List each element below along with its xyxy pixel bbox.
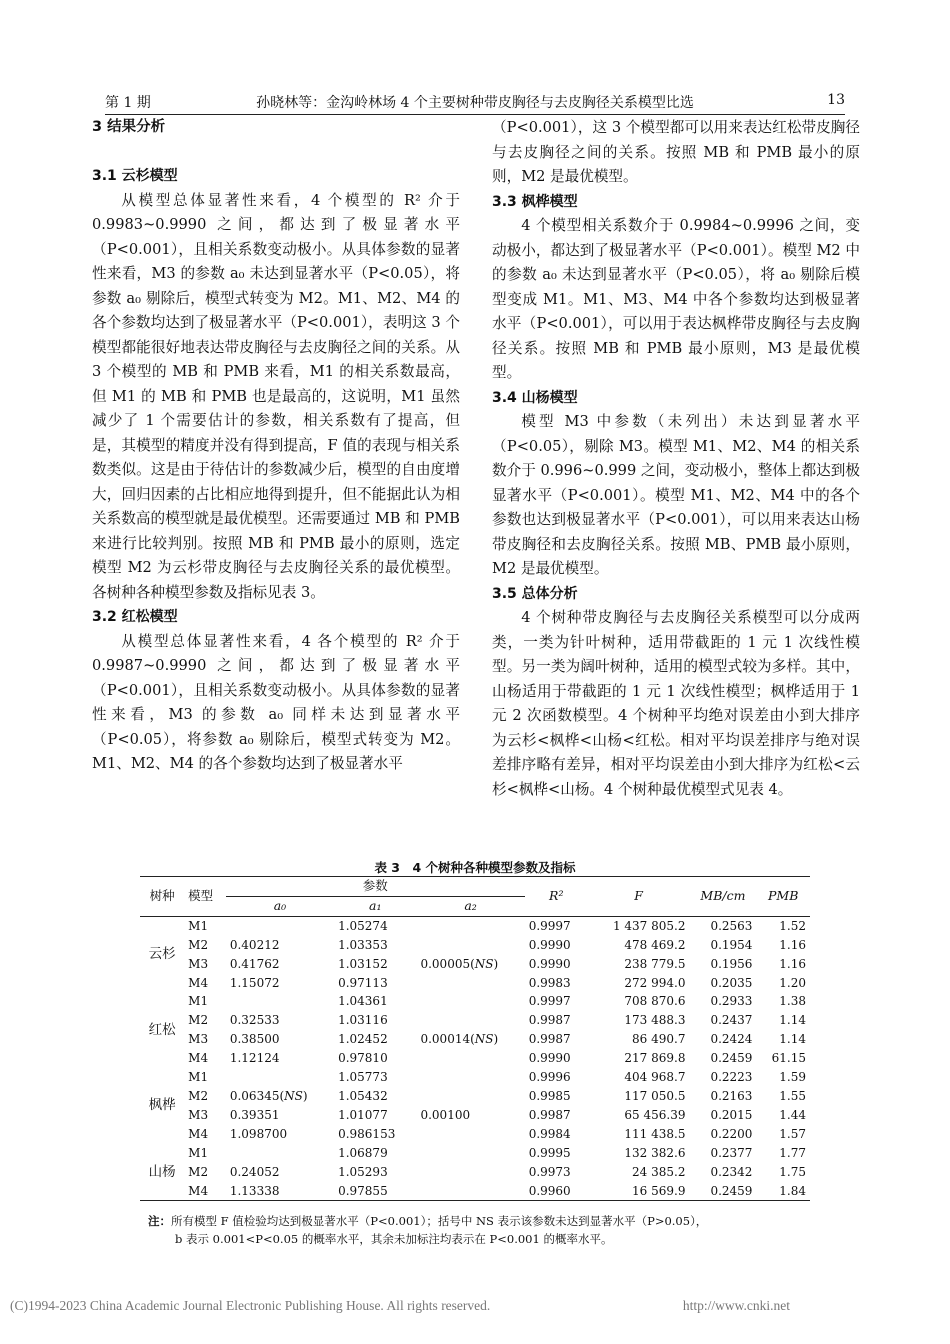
header-model: 模型 (188, 887, 214, 903)
a1-cell: 1.03353 (338, 937, 388, 952)
a2-cell (416, 1011, 524, 1030)
f-cell: 272 994.0 (624, 975, 686, 990)
model-cell: M1 (188, 1070, 209, 1085)
pmb-cell: 1.75 (779, 1164, 806, 1179)
a2-cell: 0.00005(NS) (420, 956, 499, 971)
table-row (140, 1106, 810, 1125)
header-pmb: PMB (768, 887, 799, 903)
a2-cell (416, 1068, 524, 1087)
section-heading-results: 3 结果分析 (92, 119, 166, 135)
page-number: 13 (827, 92, 845, 108)
pmb-cell: 1.38 (779, 994, 806, 1009)
table-row (140, 1163, 810, 1182)
r2-cell: 0.9987 (528, 1013, 571, 1028)
copyright-footer (10, 1298, 940, 1314)
model-cell: M4 (188, 975, 209, 990)
a2-cell (416, 992, 524, 1011)
f-cell: 65 456.39 (624, 1107, 686, 1122)
pmb-cell: 1.14 (779, 1013, 806, 1028)
f-cell: 217 869.8 (624, 1051, 686, 1066)
a0-cell: 0.06345(NS) (229, 1088, 308, 1103)
copyright-text: (C)1994-2023 China Academic Journal Electronic Publishing House. All rights reserved. (10, 1298, 491, 1313)
mb-cell: 0.2437 (710, 1013, 753, 1028)
pmb-cell: 1.20 (779, 975, 806, 990)
f-cell: 1 437 805.2 (612, 918, 686, 933)
header-a2: a₂ (464, 897, 477, 913)
a0-cell: 0.32533 (229, 1013, 280, 1028)
a2-cell (416, 1182, 524, 1201)
r2-cell: 0.9984 (528, 1126, 571, 1141)
pmb-cell: 1.14 (779, 1032, 806, 1047)
a2-cell (416, 1144, 524, 1163)
table-row (140, 916, 810, 935)
mb-cell: 0.2459 (710, 1183, 753, 1198)
r2-cell: 0.9985 (528, 1088, 571, 1103)
a1-cell: 0.986153 (338, 1126, 396, 1141)
a0-cell: 0.41762 (229, 956, 280, 971)
table-row (140, 955, 810, 974)
a1-cell: 1.03116 (338, 1013, 388, 1028)
a0-cell (226, 916, 334, 935)
a1-cell: 1.02452 (338, 1032, 388, 1047)
header-a0: a₀ (273, 897, 287, 913)
table-body (140, 916, 810, 1201)
model-cell: M4 (188, 1051, 209, 1066)
mb-cell: 0.2200 (710, 1126, 753, 1141)
mb-cell: 0.1956 (710, 956, 753, 971)
paragraph-pine-part1: 从模型总体显著性来看，4 各个模型的 R² 介于 0.9987~0.9990 之间，都达到了极显著水平（P<0.001），且相关系数变动极小。从具体参数的显著性来看，M3 的参数 a₀ 同样未达到显著水平（P<0.05），将参数 a₀ 剔除后，模型式转变为 M2。M1、M2、M4 的各个参数均达到了极显著水平 (92, 632, 460, 772)
a0-cell: 1.15072 (229, 975, 280, 990)
pmb-cell: 61.15 (771, 1051, 806, 1066)
table-row (140, 1087, 810, 1106)
f-cell: 708 870.6 (624, 994, 686, 1009)
r2-cell: 0.9990 (528, 937, 571, 952)
pmb-cell: 1.44 (779, 1107, 806, 1122)
a0-cell (226, 1068, 334, 1087)
a0-cell (226, 992, 334, 1011)
mb-cell: 0.2342 (710, 1164, 753, 1179)
model-cell: M2 (188, 937, 209, 952)
a2-cell (416, 936, 524, 955)
table-row (140, 974, 810, 993)
species-cell: 云杉 (148, 946, 176, 963)
model-cell: M2 (188, 1013, 209, 1028)
f-cell: 132 382.6 (624, 1145, 686, 1160)
mb-cell: 0.2035 (710, 975, 753, 990)
table-caption: 表 3 4 个树种各种模型参数及指标 (374, 860, 576, 875)
a2-cell: 0.00100 (420, 1107, 471, 1122)
table-row (140, 1011, 810, 1030)
pmb-cell: 1.57 (779, 1126, 806, 1141)
mb-cell: 0.2163 (710, 1088, 753, 1103)
pmb-cell: 1.52 (779, 918, 806, 933)
model-cell: M1 (188, 1145, 209, 1160)
f-cell: 478 469.2 (624, 937, 686, 952)
a1-cell: 1.01077 (338, 1107, 388, 1122)
table-row (140, 936, 810, 955)
model-cell: M2 (188, 1088, 209, 1103)
a2-cell (416, 1049, 524, 1068)
a1-cell: 1.05773 (338, 1070, 388, 1085)
model-cell: M4 (188, 1126, 209, 1141)
a1-cell: 1.03152 (338, 956, 388, 971)
model-cell: M2 (188, 1164, 209, 1179)
subsection-heading-birch: 3.3 枫桦模型 (492, 193, 578, 210)
r2-cell: 0.9997 (528, 994, 571, 1009)
pmb-cell: 1.84 (779, 1183, 806, 1198)
mb-cell: 0.2933 (710, 994, 753, 1009)
r2-cell: 0.9990 (528, 1051, 571, 1066)
species-cell: 枫桦 (148, 1097, 176, 1114)
table-row (140, 1144, 810, 1163)
r2-cell: 0.9987 (528, 1032, 571, 1047)
a0-cell: 0.24052 (229, 1164, 280, 1179)
r2-cell: 0.9995 (528, 1145, 571, 1160)
table-row (140, 992, 810, 1011)
parameter-table (140, 876, 810, 1201)
f-cell: 404 968.7 (624, 1070, 686, 1085)
pmb-cell: 1.77 (779, 1145, 806, 1160)
a0-cell: 1.12124 (229, 1051, 280, 1066)
pmb-cell: 1.16 (779, 956, 806, 971)
a2-cell (416, 916, 524, 935)
a0-cell (226, 1144, 334, 1163)
a1-cell: 0.97113 (338, 975, 388, 990)
a0-cell: 1.13338 (229, 1183, 280, 1198)
f-cell: 24 385.2 (632, 1164, 686, 1179)
r2-cell: 0.9960 (528, 1183, 571, 1198)
table-row (140, 1125, 810, 1144)
pmb-cell: 1.55 (779, 1088, 806, 1103)
mb-cell: 0.2459 (710, 1051, 753, 1066)
r2-cell: 0.9997 (528, 918, 571, 933)
r2-cell: 0.9996 (528, 1070, 571, 1085)
a1-cell: 0.97855 (338, 1183, 388, 1198)
a1-cell: 1.05432 (338, 1088, 388, 1103)
a0-cell: 0.40212 (229, 937, 280, 952)
mb-cell: 0.2015 (710, 1107, 753, 1122)
a2-cell: 0.00014(NS) (420, 1032, 499, 1047)
right-column (492, 116, 860, 802)
a1-cell: 1.04361 (338, 994, 388, 1009)
mb-cell: 0.2223 (710, 1070, 753, 1085)
r2-cell: 0.9990 (528, 956, 571, 971)
table-row (140, 1030, 810, 1049)
a2-cell (416, 1163, 524, 1182)
pmb-cell: 1.59 (779, 1070, 806, 1085)
f-cell: 117 050.5 (624, 1088, 686, 1103)
species-cell: 红松 (148, 1021, 176, 1038)
a0-cell: 0.38500 (229, 1032, 280, 1047)
a0-cell: 1.098700 (229, 1126, 288, 1141)
a1-cell: 1.05274 (338, 918, 388, 933)
a1-cell: 0.97810 (338, 1051, 388, 1066)
note-label: 注： (148, 1214, 171, 1228)
mb-cell: 0.2377 (710, 1145, 753, 1160)
f-cell: 86 490.7 (632, 1032, 686, 1047)
f-cell: 238 779.5 (624, 956, 686, 971)
paragraph-birch: 4 个模型相关系数介于 0.9984~0.9996 之间，变动极小，都达到了极显著水平（P<0.001）。模型 M2 中的参数 a₀ 未达到显著水平（P<0.05），将 a₀ 剔除后模型变成 M1。M1、M3、M4 中各个参数均达到极显著水平（P<0.001），可以用于表达枫桦带皮胸径与去皮胸径关系。按照 MB 和 PMB 最小原则，M3 是最优模型。 (492, 217, 860, 381)
model-cell: M3 (188, 1032, 209, 1047)
paragraph-pine-part2: （P<0.001），这 3 个模型都可以用来表达红松带皮胸径与去皮胸径之间的关系。按照 MB 和 PMB 最小的原则，M2 是最优模型。 (492, 119, 860, 185)
running-header (105, 88, 845, 115)
model-cell: M4 (188, 1183, 209, 1198)
running-title: 孙晓林等：金沟岭林场 4 个主要树种带皮胸径与去皮胸径关系模型比选 (256, 95, 694, 111)
note-line-1: 所有模型 F 值检验均达到极显著水平（P<0.001）；括号中 NS 表示该参数未达到显著水平（P>0.05）， (171, 1214, 708, 1228)
cnki-link[interactable]: http://www.cnki.net (682, 1298, 790, 1313)
a1-cell: 1.06879 (338, 1145, 388, 1160)
a1-cell: 1.05293 (338, 1164, 388, 1179)
r2-cell: 0.9973 (528, 1164, 571, 1179)
header-params: 参数 (226, 877, 525, 897)
header-a1: a₁ (369, 897, 382, 913)
paragraph-overall: 4 个树种带皮胸径与去皮胸径关系模型可以分成两类，一类为针叶树种，适用带截距的 1 元 1 次线性模型。另一类为阔叶树种，适用的模型式较为多样。其中，山杨适用于带截距的 1 元 1 次线性模型；枫桦适用于 1 元 2 次函数模型。4 个树种平均绝对误差由小到大排序为云杉<枫桦<山杨<红松。相对平均误差排序与绝对误差排序略有差异，相对平均误差由小到大排序为红松<云杉<枫桦<山杨。4 个树种最优模型式见表 4。 (492, 609, 860, 798)
subsection-heading-aspen: 3.4 山杨模型 (492, 389, 578, 406)
table-row (140, 1049, 810, 1068)
model-cell: M3 (188, 956, 209, 971)
header-r2: R² (549, 887, 564, 903)
a2-cell (416, 1125, 524, 1144)
subsection-heading-spruce: 3.1 云杉模型 (92, 168, 178, 184)
f-cell: 173 488.3 (624, 1013, 686, 1028)
paragraph-spruce: 从模型总体显著性来看，4 个模型的 R² 介于 0.9983~0.9990 之间，都达到了极显著水平（P<0.001），且相关系数变动极小。从具体参数的显著性来看，M3 的参数 a₀ 未达到显著水平（P<0.05），将参数 a₀ 剔除后，模型式转变为 M2。M1、M2、M4 的各个参数均达到了极显著水平（P<0.001），表明这 3 个模型都能很好地表达带皮胸径与去皮胸径之间的关系。从 3 个模型的 MB 和 PMB 来看，M1 的相关系数最高，但 M1 的 MB 和 PMB 也是最高的，这说明，M1 虽然减少了 1 个需要估计的参数，相关系数有了提高，但是，其模型的精度并没有得到提高，F 值的表现与相关系数类似。这是由于待估计的参数减少后，模型的自由度增大，回归因素的占比相应地得到提升，但不能据此认为相关系数高的模型就是最优模型。还需要通过 MB 和 PMB 来进行比较判别。按照 MB 和 PMB 最小的原则，选定模型 M2 为云杉带皮胸径与去皮胸径关系的最优模型。各树种各种模型参数及指标见表 3。 (92, 191, 460, 601)
table-row (140, 1068, 810, 1087)
mb-cell: 0.2563 (710, 918, 753, 933)
a0-cell: 0.39351 (229, 1107, 280, 1122)
a2-cell (416, 974, 524, 993)
note-line-2: b 表示 0.001<P<0.05 的概率水平，其余未加标注均表示在 P<0.001 的概率水平。 (175, 1232, 613, 1246)
species-cell: 山杨 (140, 1144, 184, 1201)
f-cell: 111 438.5 (624, 1126, 686, 1141)
subsection-heading-overall: 3.5 总体分析 (492, 585, 578, 602)
header-mb: MB/cm (700, 887, 746, 903)
table-note (148, 1212, 828, 1248)
pmb-cell: 1.16 (779, 937, 806, 952)
mb-cell: 0.2424 (710, 1032, 753, 1047)
header-species: 树种 (149, 887, 175, 903)
r2-cell: 0.9987 (528, 1107, 571, 1122)
subsection-heading-pine: 3.2 红松模型 (92, 609, 178, 625)
model-cell: M1 (188, 994, 209, 1009)
table-row (140, 1182, 810, 1201)
model-cell: M1 (188, 918, 209, 933)
left-column (92, 116, 460, 777)
mb-cell: 0.1954 (710, 937, 753, 952)
paragraph-aspen: 模型 M3 中参数（未列出）未达到显著水平（P<0.05），剔除 M3。模型 M1、M2、M4 的相关系数介于 0.996~0.999 之间，变动极小，整体上都达到极显著水平（P<0.001）。模型 M1、M2、M4 中的各个参数也达到极显著水平（P<0.001），可以用来表达山杨带皮胸径和去皮胸径关系。按照 MB、PMB 最小原则，M2 是最优模型。 (492, 413, 860, 577)
a2-cell (416, 1087, 524, 1106)
r2-cell: 0.9983 (528, 975, 571, 990)
header-f: F (634, 887, 643, 903)
issue-number: 第 1 期 (105, 95, 151, 111)
f-cell: 16 569.9 (632, 1183, 686, 1198)
model-cell: M3 (188, 1107, 209, 1122)
